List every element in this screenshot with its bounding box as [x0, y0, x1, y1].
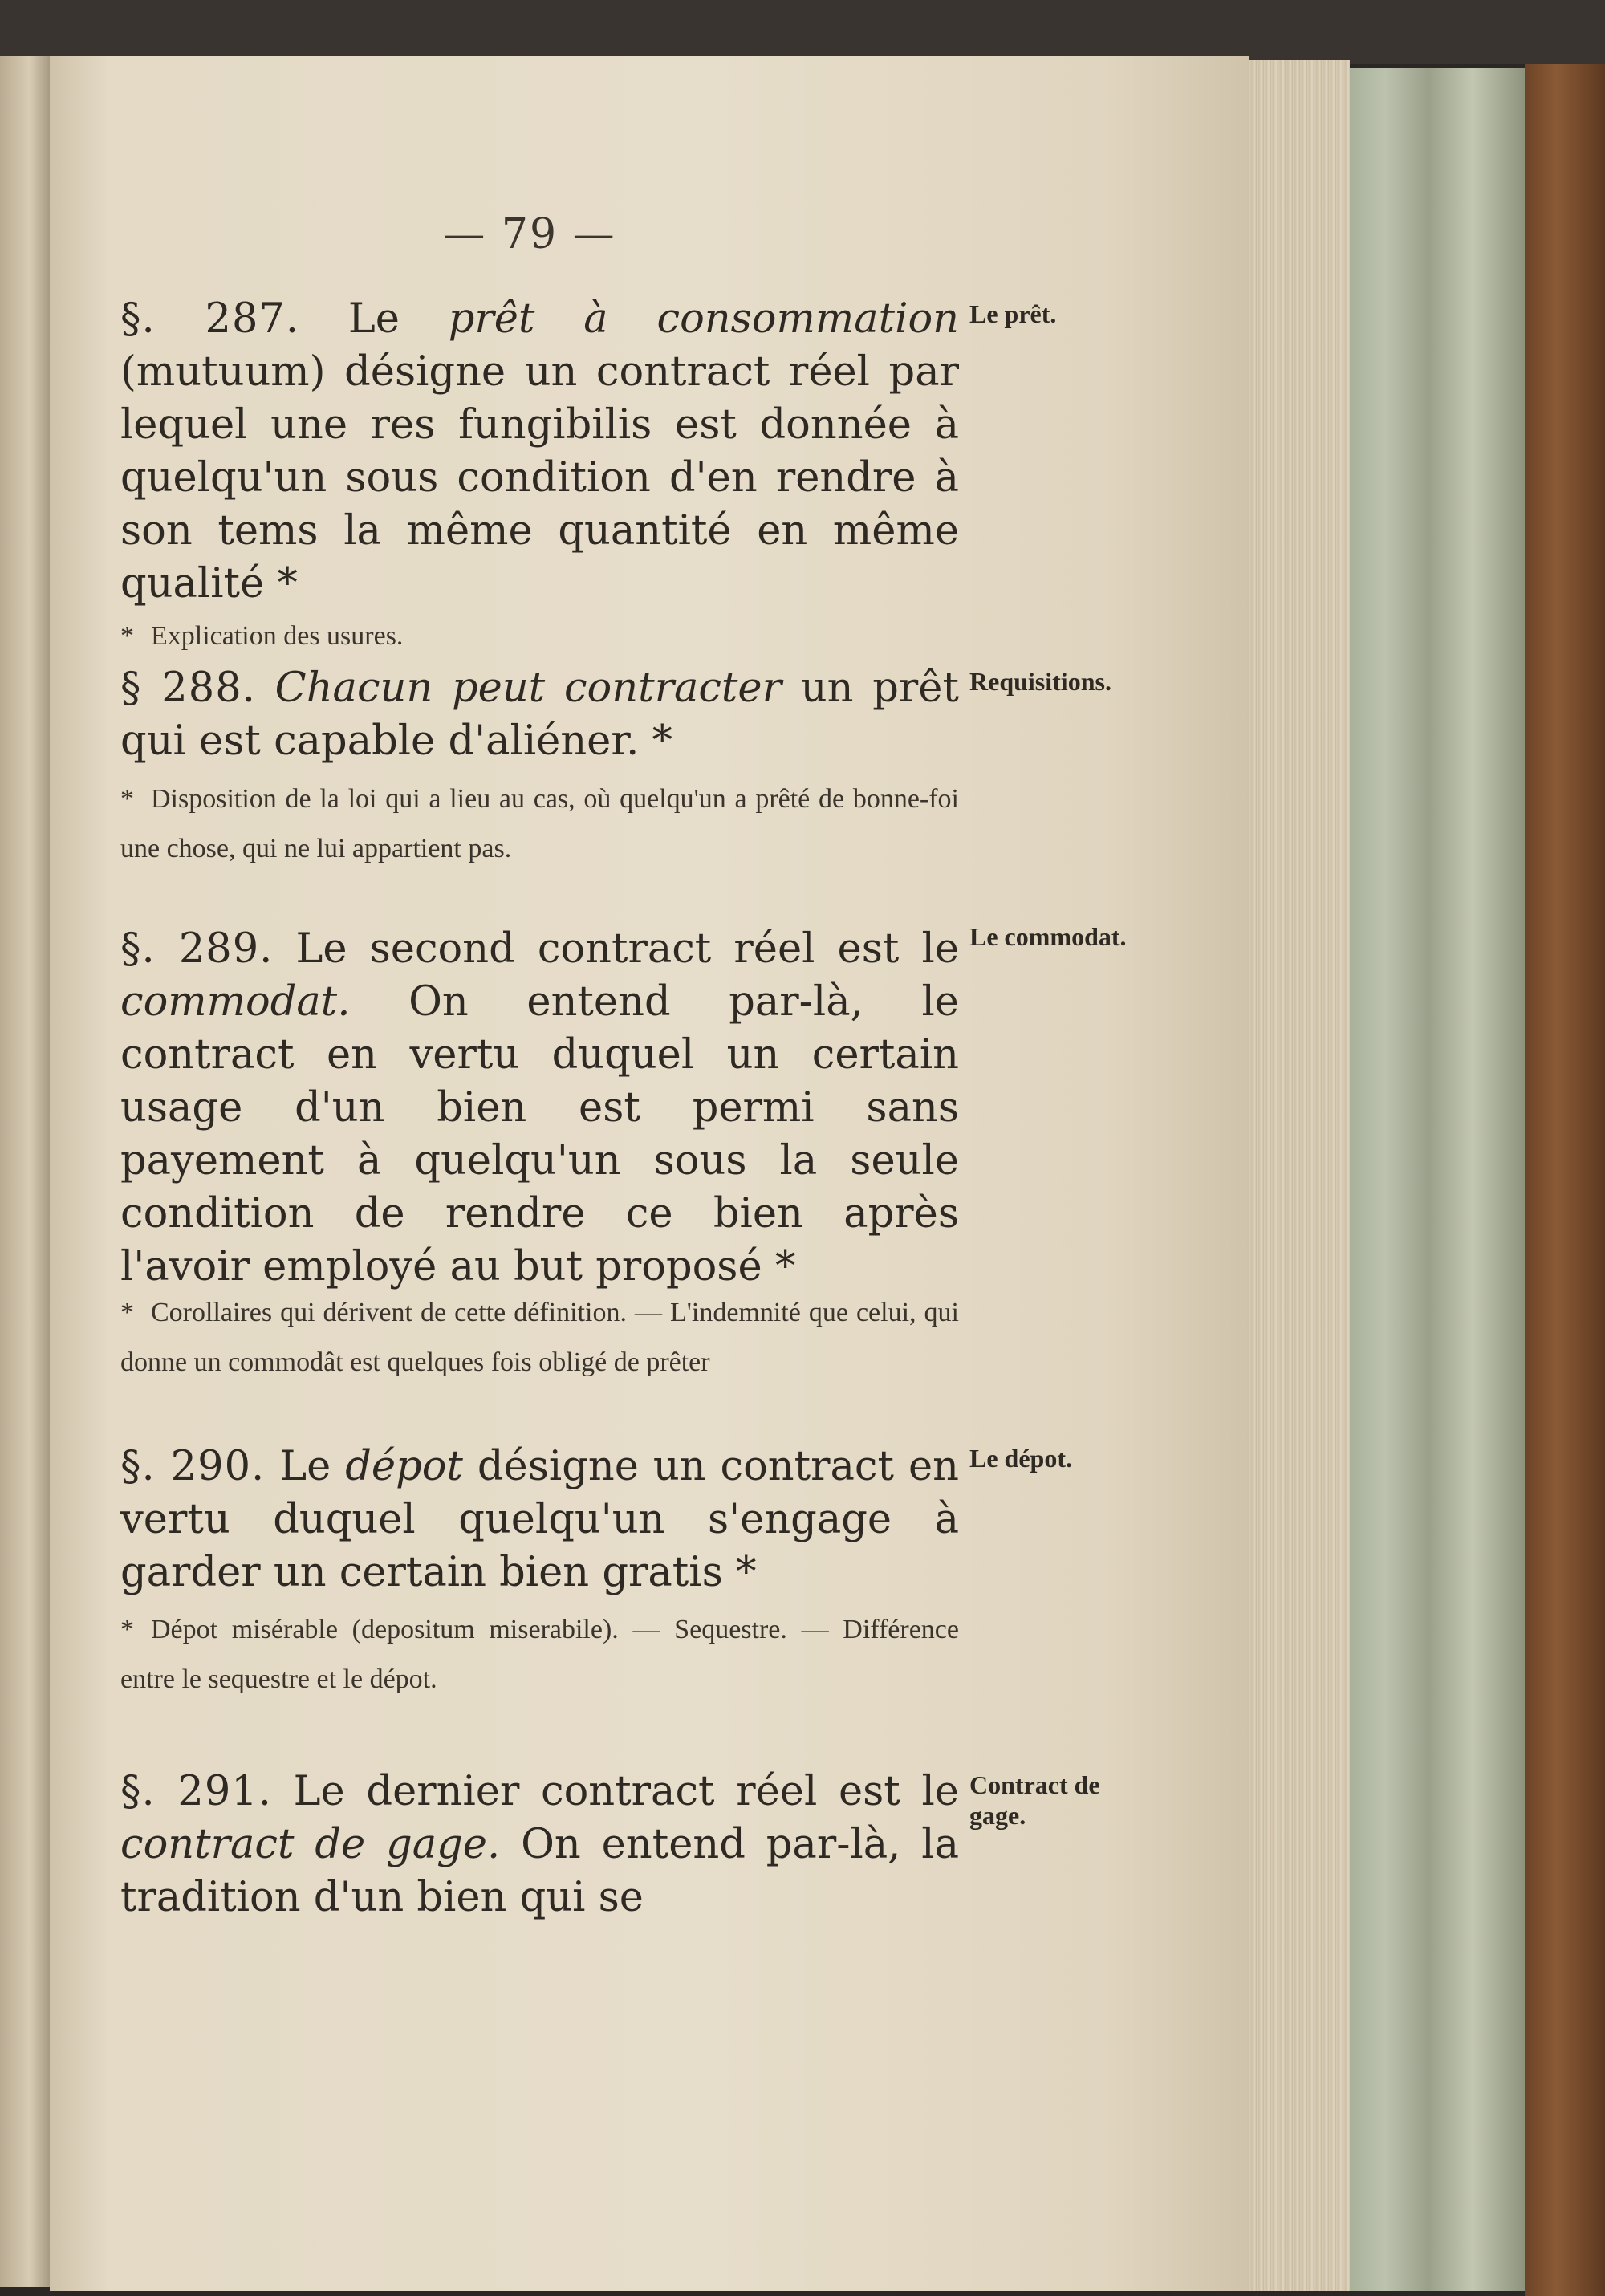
footnote-289 [120, 1288, 959, 1388]
marginal-note: Requisitions. [969, 667, 1111, 696]
paragraph-term: commodat. [120, 978, 351, 1026]
book-cover [1525, 64, 1605, 2296]
footnote-text: Dépot misérable (depositum miserabile). — Sequestre. — Différence entre le sequestre et le dépot. [120, 1615, 959, 1694]
section-number: §. 291. [120, 1768, 272, 1815]
footnote-290 [120, 1605, 959, 1705]
left-page-edge [0, 56, 50, 2287]
page-fore-edge [1249, 60, 1350, 2291]
footnote-marker: * [120, 1298, 134, 1327]
marginal-note: Le prêt. [969, 299, 1057, 328]
footnote-marker: * [120, 784, 134, 814]
paragraph-text: Le [299, 295, 449, 343]
paragraph-text [256, 664, 275, 712]
footnote-marker: * [120, 1615, 134, 1644]
paragraph-287 [120, 293, 959, 611]
footnote-288 [120, 774, 959, 874]
paragraph-text: (mutuum) désigne un contract réel par lequel une res fungibilis est donnée à quelqu'un sous condition d'en rendre à son tems la même quantité en même qualité * [120, 348, 959, 608]
marginal-note: Contract de gage. [969, 1770, 1100, 1830]
paragraph-text: On entend par-là, la tradition d'un bien qui se [120, 1821, 960, 1921]
section-number: §. 290. [120, 1443, 266, 1490]
marginal-note: Le dépot. [969, 1444, 1072, 1473]
page-number: — 79 — [443, 210, 616, 258]
paragraph-text: un prêt qui est capable d'aliéner. * [120, 664, 959, 765]
paragraph-text: désigne un contract en vertu duquel quelqu'un s'engage à garder un certain bien gratis * [120, 1443, 959, 1596]
text-block-edge [1350, 68, 1525, 2291]
marginal-note: Le commodat. [969, 922, 1127, 951]
section-number: §. 289. [120, 925, 274, 973]
footnote-text: Corollaires qui dérivent de cette définition. — L'indemnité que celui, qui donne un commodât est quelques fois obligé de prêter [120, 1298, 959, 1377]
background [0, 0, 1605, 64]
footnote-text: Explication des usures. [151, 621, 404, 651]
section-number: § 288. [120, 664, 256, 712]
paragraph-term: Chacun peut contracter [274, 664, 782, 712]
paragraph-text: Le [265, 1443, 346, 1490]
paragraph-term: prêt à consommation [448, 295, 959, 343]
paragraph-text: Le second contract réel est le [273, 925, 959, 973]
paragraph-term: contract de gage. [120, 1821, 501, 1868]
footnote-marker: * [120, 621, 134, 651]
paragraph-term: dépot [345, 1443, 463, 1490]
section-number: §. 287. [120, 295, 300, 343]
paragraph-288 [120, 662, 959, 768]
paragraph-291 [120, 1766, 959, 1924]
paragraph-289 [120, 923, 959, 1294]
footnote-text: Disposition de la loi qui a lieu au cas, où quelqu'un a prêté de bonne-foi une chose, qui ne lui appartient pas. [120, 784, 959, 864]
paragraph-text: On entend par-là, le contract en vertu duquel un certain usage d'un bien est permi sans payement à quelqu'un sous la seule condition de rendre ce bien après l'avoir employé au but proposé * [120, 978, 959, 1290]
paragraph-290 [120, 1441, 959, 1599]
footnote-287 [120, 612, 959, 661]
paragraph-text: Le dernier contract réel est le [271, 1768, 959, 1815]
